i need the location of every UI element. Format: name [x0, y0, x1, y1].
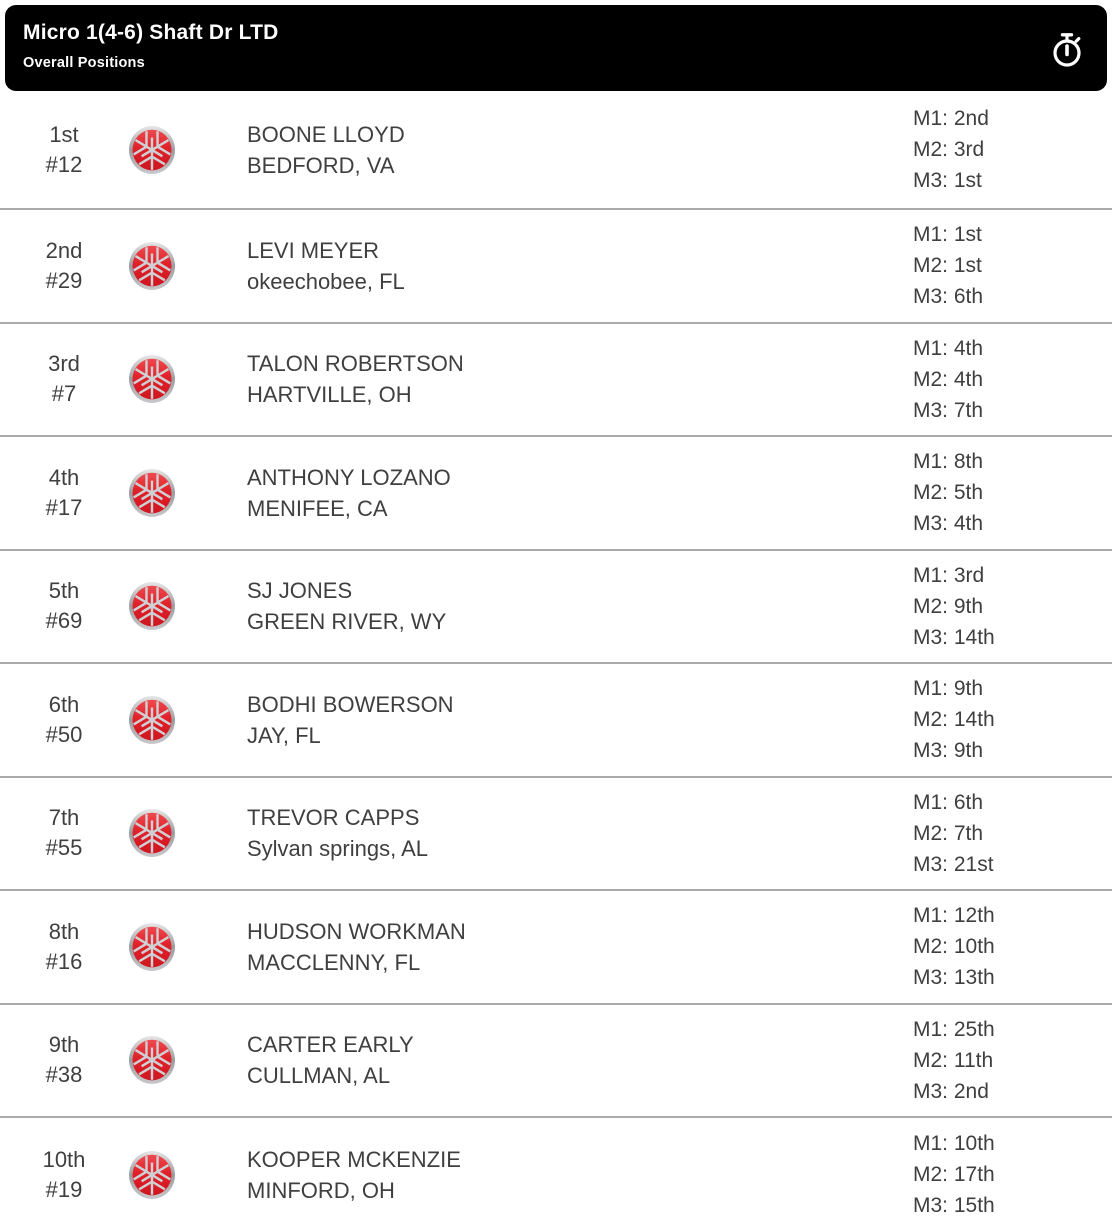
- rider-column: [247, 689, 913, 751]
- stopwatch-icon[interactable]: [1047, 29, 1087, 69]
- position-column: [0, 1030, 128, 1090]
- moto1-result: M1: 6th: [913, 790, 984, 814]
- rider-number: #50: [45, 721, 83, 747]
- position-column: [0, 690, 128, 750]
- overall-position: 5th: [48, 578, 80, 604]
- rider-column: [247, 235, 913, 297]
- moto1-result: M1: 2nd: [913, 107, 989, 130]
- moto2-result: M2: 4th: [913, 367, 984, 391]
- rider-hometown: Sylvan springs, AL: [247, 836, 428, 862]
- overall-position: 7th: [48, 805, 80, 831]
- rider-name: TREVOR CAPPS: [247, 805, 420, 831]
- moto1-result: M1: 4th: [913, 336, 984, 360]
- moto3-result: M3: 13th: [913, 966, 995, 990]
- moto1-result: M1: 9th: [913, 677, 984, 701]
- moto1-result: M1: 12th: [913, 904, 995, 928]
- rider-number: #7: [51, 381, 77, 407]
- yamaha-logo-icon: [128, 1150, 176, 1200]
- overall-position: 1st: [49, 121, 79, 147]
- rider-name: LEVI MEYER: [247, 237, 380, 263]
- position-column: [0, 917, 128, 977]
- moto3-result: M3: 9th: [913, 739, 984, 763]
- rider-hometown: HARTVILLE, OH: [247, 382, 412, 408]
- table-row[interactable]: [0, 1118, 1112, 1226]
- table-row[interactable]: [0, 778, 1112, 892]
- rider-number: #12: [45, 151, 83, 177]
- moto1-result: M1: 8th: [913, 450, 984, 474]
- table-row[interactable]: [0, 664, 1112, 778]
- rider-column: [247, 462, 913, 524]
- moto1-result: M1: 1st: [913, 223, 982, 247]
- rider-name: BOONE LLOYD: [247, 121, 405, 147]
- moto1-result: M1: 10th: [913, 1132, 995, 1156]
- position-column: [0, 803, 128, 863]
- overall-position: 9th: [48, 1032, 80, 1058]
- overall-position: 2nd: [45, 237, 83, 263]
- rider-number: #17: [45, 494, 83, 520]
- moto3-result: M3: 1st: [913, 169, 982, 192]
- moto-results-column: [913, 103, 1112, 196]
- moto2-result: M2: 3rd: [913, 138, 985, 161]
- moto-results-column: [913, 673, 1112, 766]
- overall-positions-list: [0, 91, 1112, 1226]
- moto2-result: M2: 11th: [913, 1048, 994, 1072]
- rider-name: CARTER EARLY: [247, 1032, 414, 1058]
- position-column: [0, 236, 128, 296]
- rider-column: [247, 916, 913, 978]
- rider-column: [247, 802, 913, 864]
- moto-results-column: [913, 1014, 1112, 1107]
- moto3-result: M3: 21st: [913, 852, 994, 876]
- moto3-result: M3: 14th: [913, 625, 995, 649]
- moto-results-column: [913, 333, 1112, 426]
- table-row[interactable]: [0, 437, 1112, 551]
- moto-results-column: [913, 900, 1112, 993]
- yamaha-logo-icon: [128, 125, 176, 175]
- class-header: [5, 5, 1107, 91]
- table-row[interactable]: [0, 91, 1112, 210]
- moto2-result: M2: 7th: [913, 821, 984, 845]
- rider-name: HUDSON WORKMAN: [247, 918, 466, 944]
- moto1-result: M1: 25th: [913, 1017, 995, 1041]
- rider-hometown: JAY, FL: [247, 722, 321, 748]
- position-column: [0, 463, 128, 523]
- moto2-result: M2: 9th: [913, 594, 984, 618]
- table-row[interactable]: [0, 1005, 1112, 1119]
- rider-hometown: okeechobee, FL: [247, 268, 405, 294]
- rider-hometown: GREEN RIVER, WY: [247, 609, 447, 635]
- overall-position: 8th: [48, 918, 80, 944]
- moto-results-column: [913, 787, 1112, 880]
- moto3-result: M3: 6th: [913, 285, 984, 309]
- rider-column: [247, 348, 913, 410]
- rider-column: [247, 1144, 913, 1206]
- rider-number: #38: [45, 1062, 83, 1088]
- rider-number: #29: [45, 267, 83, 293]
- page-subtitle: Overall Positions: [23, 55, 145, 71]
- table-row[interactable]: [0, 551, 1112, 665]
- rider-name: TALON ROBERTSON: [247, 351, 464, 377]
- position-column: [0, 120, 128, 180]
- yamaha-logo-icon: [128, 695, 176, 745]
- rider-column: [247, 119, 913, 181]
- rider-number: #16: [45, 948, 83, 974]
- rider-column: [247, 575, 913, 637]
- rider-number: #55: [45, 835, 83, 861]
- rider-number: #69: [45, 608, 83, 634]
- rider-column: [247, 1029, 913, 1091]
- moto2-result: M2: 10th: [913, 935, 995, 959]
- rider-hometown: BEDFORD, VA: [247, 152, 395, 178]
- rider-hometown: MENIFEE, CA: [247, 495, 388, 521]
- yamaha-logo-icon: [128, 581, 176, 631]
- moto3-result: M3: 15th: [913, 1194, 995, 1218]
- position-column: [0, 1145, 128, 1205]
- table-row[interactable]: [0, 210, 1112, 324]
- moto3-result: M3: 4th: [913, 512, 984, 536]
- yamaha-logo-icon: [128, 241, 176, 291]
- rider-name: KOOPER MCKENZIE: [247, 1146, 461, 1172]
- rider-hometown: MINFORD, OH: [247, 1177, 395, 1203]
- overall-position: 4th: [48, 464, 80, 490]
- moto2-result: M2: 5th: [913, 481, 984, 505]
- class-title: Micro 1(4-6) Shaft Dr LTD: [23, 21, 279, 44]
- overall-position: 10th: [42, 1146, 86, 1172]
- moto3-result: M3: 7th: [913, 398, 984, 422]
- moto1-result: M1: 3rd: [913, 563, 985, 587]
- moto2-result: M2: 17th: [913, 1163, 995, 1187]
- rider-name: ANTHONY LOZANO: [247, 464, 451, 490]
- moto-results-column: [913, 219, 1112, 312]
- rider-number: #19: [45, 1176, 83, 1202]
- position-column: [0, 349, 128, 409]
- overall-position: 6th: [48, 691, 80, 717]
- table-row[interactable]: [0, 891, 1112, 1005]
- yamaha-logo-icon: [128, 922, 176, 972]
- moto-results-column: [913, 1128, 1112, 1221]
- rider-hometown: CULLMAN, AL: [247, 1063, 391, 1089]
- moto-results-column: [913, 446, 1112, 539]
- table-row[interactable]: [0, 324, 1112, 438]
- yamaha-logo-icon: [128, 354, 176, 404]
- yamaha-logo-icon: [128, 1035, 176, 1085]
- yamaha-logo-icon: [128, 808, 176, 858]
- rider-name: SJ JONES: [247, 578, 353, 604]
- moto2-result: M2: 14th: [913, 708, 995, 732]
- overall-position: 3rd: [48, 351, 80, 377]
- position-column: [0, 576, 128, 636]
- rider-name: BODHI BOWERSON: [247, 691, 454, 717]
- rider-hometown: MACCLENNY, FL: [247, 949, 421, 975]
- yamaha-logo-icon: [128, 468, 176, 518]
- moto-results-column: [913, 560, 1112, 653]
- moto2-result: M2: 1st: [913, 254, 982, 278]
- moto3-result: M3: 2nd: [913, 1079, 989, 1103]
